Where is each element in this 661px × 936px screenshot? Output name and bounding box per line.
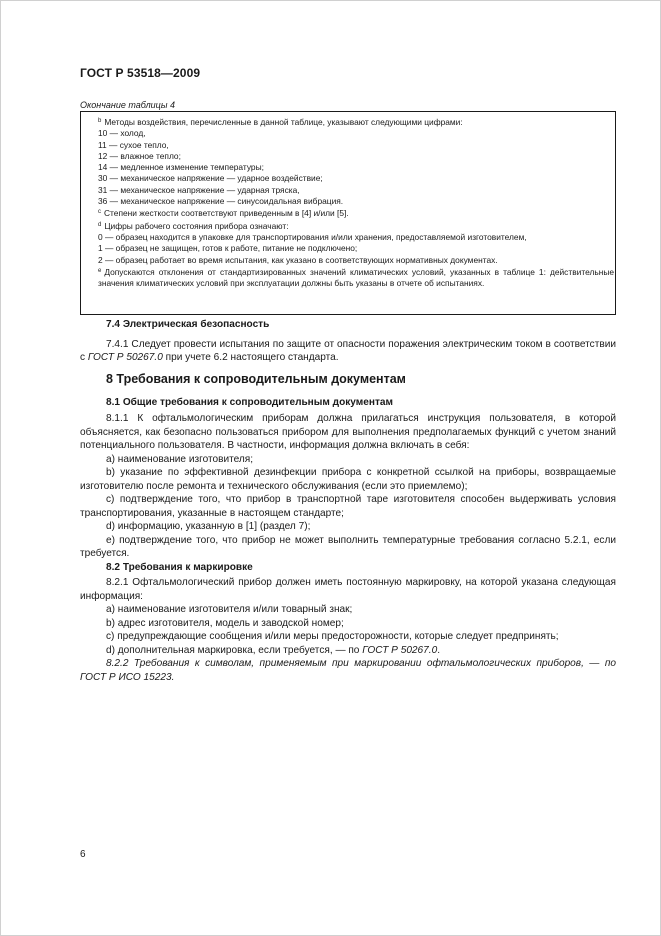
list-item: c) предупреждающие сообщения и/или меры предосторожности, которые следует предпринять; (106, 631, 559, 642)
section-8 (80, 373, 616, 684)
list-item: c) подтверждение того, что прибор в транспортной таре изготовителя способен выдерживать условия транспортирования, указанные в настоящем стандарте; (80, 494, 616, 519)
list-item: b) указание по эффективной дезинфекции прибора с конкретной ссылкой на приборы, возвращаемые изготовителю после ремонта и технического обслуживания (если это приемлемо); (80, 467, 616, 492)
list-item: a) наименование изготовителя и/или товарный знак; (106, 604, 353, 615)
list-item: e) подтверждение того, что прибор не может выполнить температурные требования согласно 5.2.1, если требуется. (80, 534, 616, 559)
standard-reference: ГОСТ Р 50267.0 (87, 352, 163, 363)
footnote-line: 14 — медленное изменение температуры; (98, 162, 264, 173)
section-heading: 8 Требования к сопроводительным документам (106, 372, 406, 386)
footnote-line: 30 — механическое напряжение — ударное воздействие; (98, 173, 323, 184)
list-item: d) дополнительная маркировка, если требуется, — по ГОСТ Р 50267.0. (106, 644, 441, 656)
footnote-line: 12 — влажное тепло; (98, 150, 181, 161)
footnote-d: $^d$ Цифры рабочего состояния прибора означают: (98, 220, 289, 231)
footnote-line: 1 — образец не защищен, готов к работе, питание не подключено; (98, 243, 358, 254)
footnote-mark: b (98, 118, 102, 124)
footnote-line: 10 — холод, (98, 128, 146, 139)
section-7-4 (80, 318, 616, 365)
footnote-mark: c (98, 209, 101, 216)
list-item: d) информацию, указанную в [1] (раздел 7); (106, 521, 311, 532)
footnote-line: 36 — механическое напряжение — синусоидальная вибрация. (98, 196, 344, 207)
footnote-c: $^c$ Степени жесткости соответствуют приведенным в [4] и/или [5]. (98, 208, 349, 219)
subsection-heading: 8.2 Требования к маркировке (106, 561, 253, 573)
footnote-line: 2 — образец работает во время испытания, как указано в соответствующих нормативных документах. (98, 254, 498, 265)
footnote-b: $^b$ Методы воздействия, перечисленные в данной таблице, указывают следующими цифрами: (98, 117, 463, 127)
table-footnotes (98, 116, 614, 289)
footnote-line: 0 — образец находится в упаковке для транспортирования и/или хранения, предоставляемой изготовителем, (98, 231, 527, 242)
section-heading: 7.4 Электрическая безопасность (106, 319, 270, 330)
footnote-mark: e (98, 267, 102, 274)
paragraph-7-4-1: 7.4.1 Следует провести испытания по защите от опасности поражения электрическим током в соответствии с ГОСТ Р 50267.0 при учете 6.2 настоящего стандарта. (80, 338, 616, 363)
table-caption: Окончание таблицы 4 (80, 100, 175, 110)
document-header: ГОСТ Р 53518—2009 (80, 66, 201, 80)
list-item: b) адрес изготовителя, модель и заводской номер; (106, 617, 344, 629)
subsection-heading: 8.1 Общие требования к сопроводительным документам (106, 396, 393, 408)
footnote-line: 31 — механическое напряжение — ударная тряска, (98, 184, 300, 195)
list-item: a) наименование изготовителя; (106, 453, 254, 465)
footnote-line: 11 — сухое тепло, (98, 139, 169, 150)
footnote-e: $^e$ Допускаются отклонения от стандартизированных значений климатических условий, указанных в таблице 1: действительные значения климатических условий при эксплуатации должны быть указаны в отчете об испытаниях. (98, 266, 614, 289)
paragraph-8-1-1: 8.1.1 К офтальмологическим приборам должна прилагаться инструкция пользователя, в которой объясняется, как безопасно пользоваться прибором для выполнения предполагаемых функций с учетом знаний потенциального пользователя. В частности, информация должна включать в себя: (80, 413, 616, 451)
standard-reference: ГОСТ Р 50267.0 (362, 644, 438, 656)
paragraph-8-2-1: 8.2.1 Офтальмологический прибор должен иметь постоянную маркировку, на которой указана следующая информация: (80, 577, 616, 602)
page-number: 6 (80, 849, 86, 860)
paragraph-8-2-2: 8.2.2 Требования к символам, применяемым при маркировании офтальмологических приборов, — по ГОСТ Р ИСО 15223. (80, 658, 616, 683)
footnote-mark: d (98, 221, 102, 228)
